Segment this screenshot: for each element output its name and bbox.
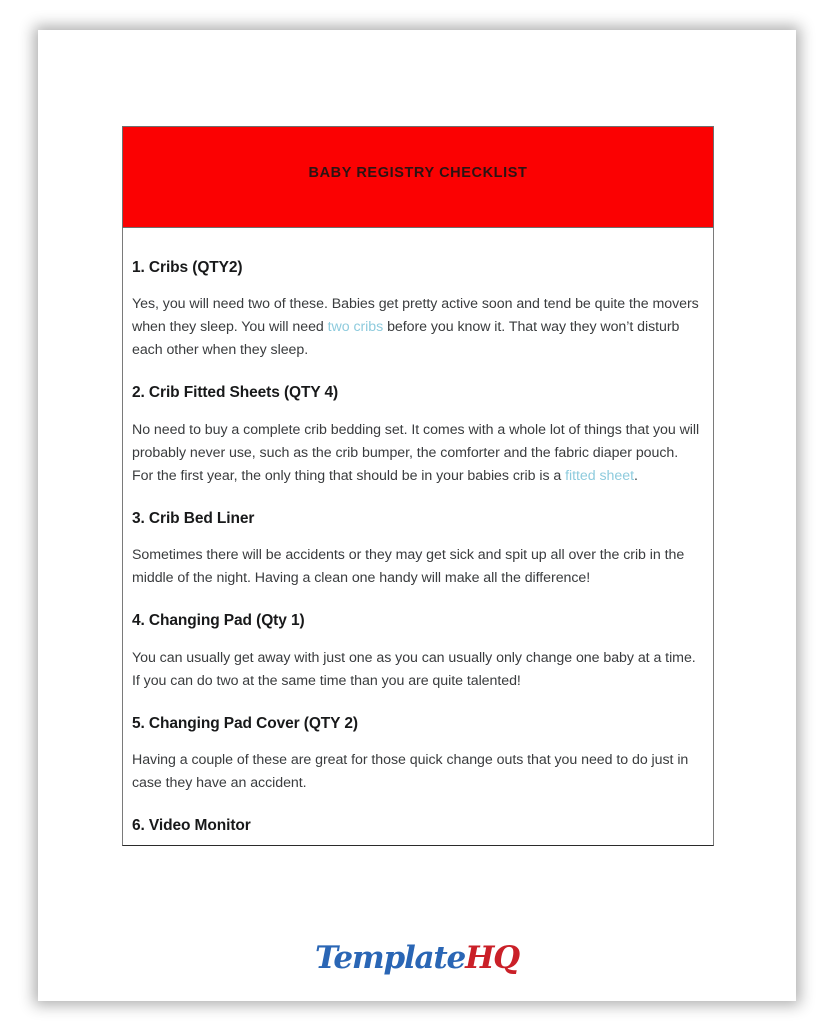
section-body-text-before: No need to buy a complete crib bedding set. It comes with a whole lot of things that you will probably never use, such as the crib bumper, the comforter and the fabric diaper pouch. For the first year, the only thing that should be in your babies crib is a [132,421,700,484]
section-body-text-after: . [633,467,638,484]
document-frame [122,126,714,846]
section-body: Having a couple of these are great for those quick change outs that you need to do just in case they have an accident. [132,751,689,791]
inline-link-fitted-sheet[interactable]: fitted sheet [565,467,634,484]
inline-link-two-cribs[interactable]: two cribs [327,319,384,336]
footer-logo [38,940,796,976]
checklist-item-4 [132,611,701,692]
checklist-item-5 [132,714,701,795]
section-body [132,419,701,488]
logo-text-hq: HQ [465,940,519,976]
title-banner [122,126,714,228]
checklist-item-6 [132,816,701,835]
checklist-item-1 [132,258,701,362]
section-heading: 3. Crib Bed Liner [132,509,255,527]
checklist-content-box [122,228,714,846]
section-heading: 1. Cribs (QTY2) [132,259,243,276]
page-title: BABY REGISTRY CHECKLIST [308,165,528,181]
paper-sheet [38,30,796,1001]
section-heading: 5. Changing Pad Cover (QTY 2) [132,714,358,732]
section-heading: 2. Crib Fitted Sheets (QTY 4) [132,384,339,402]
section-body-text-before: Yes, you will need two of these. Babies get pretty active soon and tend be quite the movers when they sleep. You will need [132,296,699,336]
checklist-item-3 [132,509,701,590]
section-body [132,293,701,362]
logo-text-template: Template [315,940,466,976]
checklist-item-2 [132,383,701,487]
section-body: Sometimes there will be accidents or they may get sick and spit up all over the crib in the middle of the night. Having a clean one handy will make all the difference! [132,547,685,587]
section-heading: 6. Video Monitor [132,816,251,834]
section-body: You can usually get away with just one as you can usually only change one baby at a time. If you can do two at the same time than you are quite talented! [132,649,696,689]
section-heading: 4. Changing Pad (Qty 1) [132,612,305,630]
section-body-text-after: before you know it. That way they won’t disturb each other when they sleep. [132,319,680,359]
